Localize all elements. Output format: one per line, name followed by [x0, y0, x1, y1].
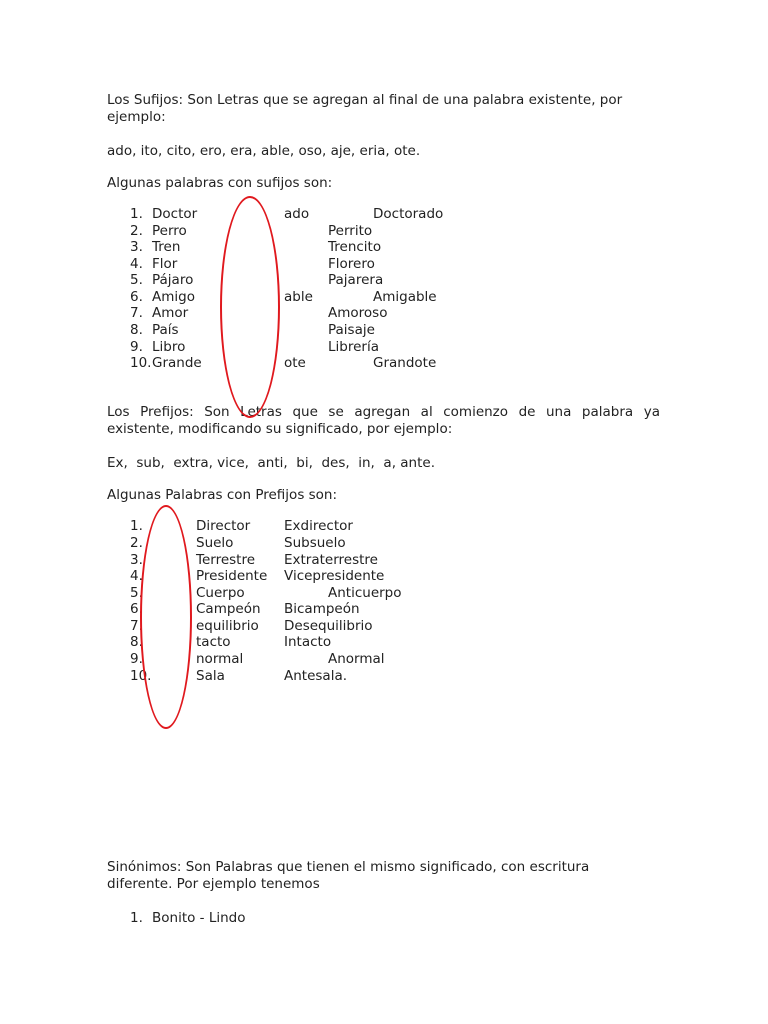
list-item: [0, 668, 768, 685]
list-item: [0, 910, 768, 927]
list-item: [0, 651, 768, 668]
item-result: Doctorado: [373, 206, 444, 222]
item-number: 6.: [130, 289, 143, 305]
item-number: 4.: [130, 256, 143, 272]
list-item: [0, 634, 768, 651]
prefijos-intro-line2: existente, modificando su significado, por ejemplo:: [107, 421, 453, 437]
item-number: 1.: [130, 518, 143, 534]
item-result: Extraterrestre: [284, 552, 378, 568]
item-result: Subsuelo: [284, 535, 346, 551]
item-result: Intacto: [284, 634, 332, 650]
item-text: Bonito - Lindo: [152, 910, 246, 926]
item-word: Campeón: [196, 601, 261, 617]
item-number: 8.: [130, 322, 143, 338]
item-result: Paisaje: [328, 322, 375, 338]
list-item: [0, 305, 768, 322]
item-word: Flor: [152, 256, 178, 272]
prefijos-intro-line1-b: Letras que se agregan al comienzo de una palabra ya: [240, 404, 660, 420]
item-word: equilibrio: [196, 618, 259, 634]
item-word: tacto: [196, 634, 231, 650]
item-result: Librería: [328, 339, 379, 355]
item-result: Trencito: [328, 239, 382, 255]
item-number: 7.: [130, 305, 143, 321]
list-item: [0, 585, 768, 602]
item-number: 4.: [130, 568, 143, 584]
list-item: [0, 272, 768, 289]
item-number: 5.: [130, 272, 143, 288]
item-result: Grandote: [373, 355, 437, 371]
item-number: 2.: [130, 535, 143, 551]
sufijos-intro: [107, 92, 660, 126]
prefijos-intro-line1: [107, 404, 660, 421]
sufijos-list-title: Algunas palabras con sufijos son:: [107, 175, 333, 191]
prefijos-intro-line1-a: Los Prefijos: Son: [107, 404, 241, 420]
list-item: [0, 206, 768, 223]
item-word: Libro: [152, 339, 186, 355]
item-number: 10.: [130, 668, 152, 684]
list-item: [0, 552, 768, 569]
sinonimos-intro: [107, 859, 660, 893]
sufijos-intro-line2: ejemplo:: [107, 109, 166, 125]
item-result: Pajarera: [328, 272, 384, 288]
list-item: [0, 518, 768, 535]
item-result: Bicampeón: [284, 601, 360, 617]
item-number: 9.: [130, 651, 143, 667]
item-result: Desequilibrio: [284, 618, 373, 634]
red-oval-annotation-prefijos: [140, 505, 192, 729]
list-item: [0, 339, 768, 356]
red-oval-annotation-sufijos: [220, 196, 280, 418]
prefijos-list-title: Algunas Palabras con Prefijos son:: [107, 487, 338, 503]
item-word: Amigo: [152, 289, 195, 305]
item-number: 3.: [130, 239, 143, 255]
item-result: Amoroso: [328, 305, 388, 321]
item-result: Perrito: [328, 223, 373, 239]
item-result: Vicepresidente: [284, 568, 385, 584]
sinonimos-intro-line2: diferente. Por ejemplo tenemos: [107, 876, 320, 892]
item-word: Presidente: [196, 568, 268, 584]
item-word: País: [152, 322, 179, 338]
item-word: Doctor: [152, 206, 198, 222]
item-word: Grande: [152, 355, 202, 371]
item-result: Amigable: [373, 289, 437, 305]
item-word: Tren: [152, 239, 181, 255]
list-item: [0, 223, 768, 240]
item-number: 9.: [130, 339, 143, 355]
item-word: Sala: [196, 668, 225, 684]
item-word: Pájaro: [152, 272, 194, 288]
item-word: Perro: [152, 223, 187, 239]
item-word: Cuerpo: [196, 585, 245, 601]
prefijos-examples: Ex, sub, extra, vice, anti, bi, des, in, a, ante.: [107, 455, 436, 471]
sufijos-examples: ado, ito, cito, ero, era, able, oso, aje, eria, ote.: [107, 143, 421, 159]
item-word: normal: [196, 651, 244, 667]
item-number: 3.: [130, 552, 143, 568]
item-suffix: ado: [284, 206, 310, 222]
item-number: 10.: [130, 355, 152, 371]
item-result: Antesala.: [284, 668, 348, 684]
sufijos-intro-line1: Los Sufijos: Son Letras que se agregan al final de una palabra existente, por: [107, 92, 623, 108]
item-suffix: able: [284, 289, 313, 305]
item-word: Suelo: [196, 535, 234, 551]
list-item: [0, 256, 768, 273]
sinonimos-intro-line1: Sinónimos: Son Palabras que tienen el mismo significado, con escritura: [107, 859, 590, 875]
item-number: 7.: [130, 618, 143, 634]
item-word: Amor: [152, 305, 189, 321]
item-word: Director: [196, 518, 251, 534]
prefijos-intro: [107, 404, 660, 438]
list-item: [0, 239, 768, 256]
list-item: [0, 355, 768, 372]
list-item: [0, 618, 768, 635]
item-result: Anormal: [328, 651, 385, 667]
list-item: [0, 601, 768, 618]
item-result: Exdirector: [284, 518, 353, 534]
list-item: [0, 289, 768, 306]
list-item: [0, 568, 768, 585]
list-item: [0, 322, 768, 339]
item-number: 8.: [130, 634, 143, 650]
item-result: Florero: [328, 256, 375, 272]
item-number: 1.: [130, 206, 143, 222]
item-number: 5.: [130, 585, 143, 601]
item-result: Anticuerpo: [328, 585, 402, 601]
item-number: 6.: [130, 601, 143, 617]
item-word: Terrestre: [196, 552, 256, 568]
list-item: [0, 535, 768, 552]
item-suffix: ote: [284, 355, 306, 371]
item-number: 1.: [130, 910, 143, 926]
item-number: 2.: [130, 223, 143, 239]
